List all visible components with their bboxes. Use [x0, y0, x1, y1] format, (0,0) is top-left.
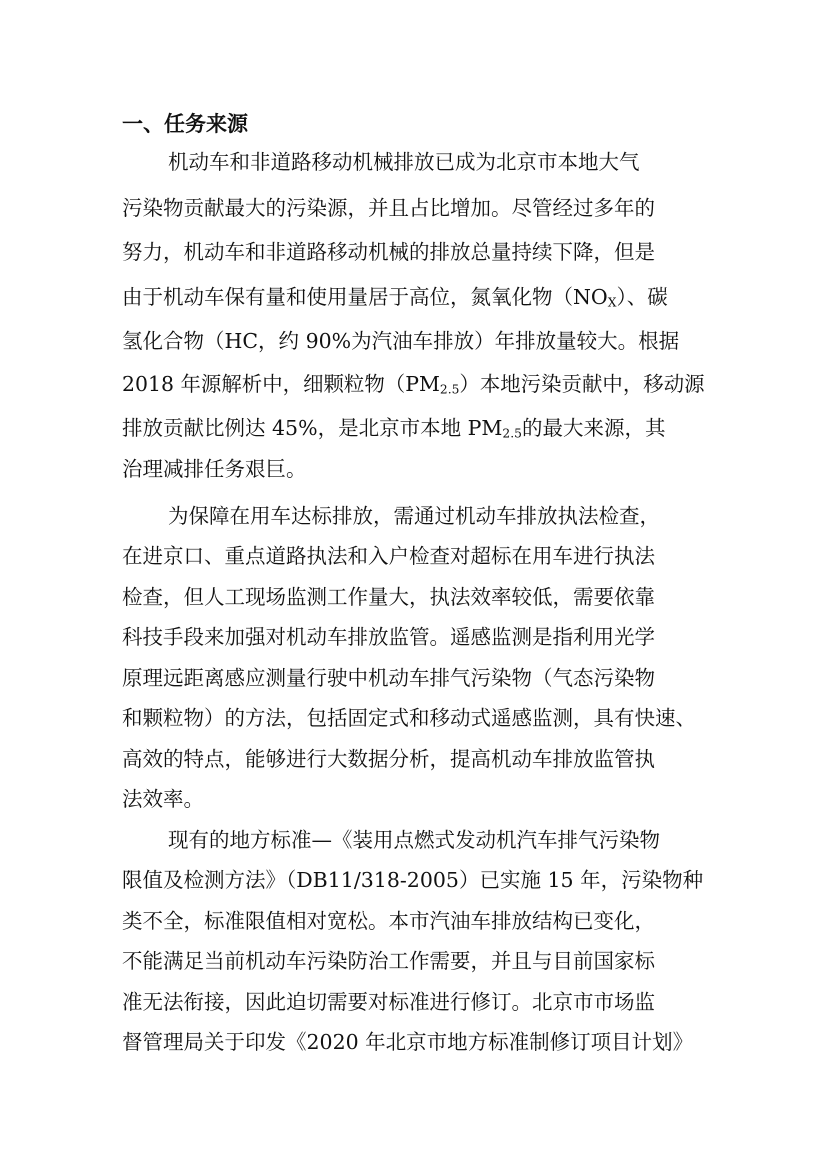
paragraph-line: [122, 283, 668, 311]
paragraph-line: 努力，机动车和非道路移动机械的排放总量持续下降，但是: [122, 240, 655, 264]
paragraph-line: 原理远距离感应测量行驶中机动车排气污染物（气态污染物: [122, 666, 655, 690]
subscript-pm: 2.5: [502, 426, 522, 441]
paragraph-line: [122, 414, 665, 442]
paragraph-line: 准无法衔接，因此迫切需要对标准进行修订。北京市市场监: [122, 990, 655, 1014]
text-segment: 的最大来源，其: [521, 416, 666, 440]
text-segment: ）、碳: [616, 285, 668, 309]
paragraph-line: [122, 370, 705, 398]
paragraph-line: 污染物贡献最大的污染源，并且占比增加。尽管经过多年的: [122, 196, 655, 220]
text-segment: 由于机动车保有量和使用量居于高位，氮氧化物（NO: [122, 285, 608, 309]
subscript-x: X: [607, 295, 617, 310]
paragraph-line: 督管理局关于印发《2020 年北京市地方标准制修订项目计划》: [122, 1030, 694, 1054]
paragraph-line: 和颗粒物）的方法，包括固定式和移动式遥感监测，具有快速、: [122, 706, 696, 730]
text-segment: 2018 年源解析中，细颗粒物（PM: [122, 372, 440, 396]
paragraph-line: 科技手段来加强对机动车排放监管。遥感监测是指利用光学: [122, 625, 655, 649]
text-segment: 排放贡献比例达 45%，是北京市本地 PM: [122, 416, 503, 440]
text-segment: ）本地污染贡献中，移动源: [459, 372, 705, 396]
paragraph-line: 高效的特点，能够进行大数据分析，提高机动车排放监管执: [122, 747, 655, 771]
paragraph-line: 为保障在用车达标排放，需通过机动车排放执法检查，: [168, 504, 660, 528]
paragraph-line: 氢化合物（HC，约 90%为汽油车排放）年排放量较大。根据: [122, 329, 680, 353]
paragraph-line: 机动车和非道路移动机械排放已成为北京市本地大气: [168, 150, 640, 174]
subscript-pm: 2.5: [439, 382, 460, 397]
section-heading: 一、任务来源: [122, 111, 248, 136]
paragraph-line: 限值及检测方法》（DB11/318-2005）已实施 15 年，污染物种: [122, 868, 704, 892]
paragraph-line: 法效率。: [122, 787, 204, 811]
paragraph-line: 现有的地方标准—《装用点燃式发动机汽车排气污染物: [168, 828, 660, 852]
paragraph-line: 在进京口、重点道路执法和入户检查对超标在用车进行执法: [122, 544, 655, 568]
paragraph-line: 类不全，标准限值相对宽松。本市汽油车排放结构已变化，: [122, 909, 655, 933]
paragraph-line: 不能满足当前机动车污染防治工作需要，并且与目前国家标: [122, 949, 655, 973]
paragraph-line: 治理减排任务艰巨。: [122, 457, 307, 481]
paragraph-line: 检查，但人工现场监测工作量大，执法效率较低，需要依靠: [122, 585, 655, 609]
